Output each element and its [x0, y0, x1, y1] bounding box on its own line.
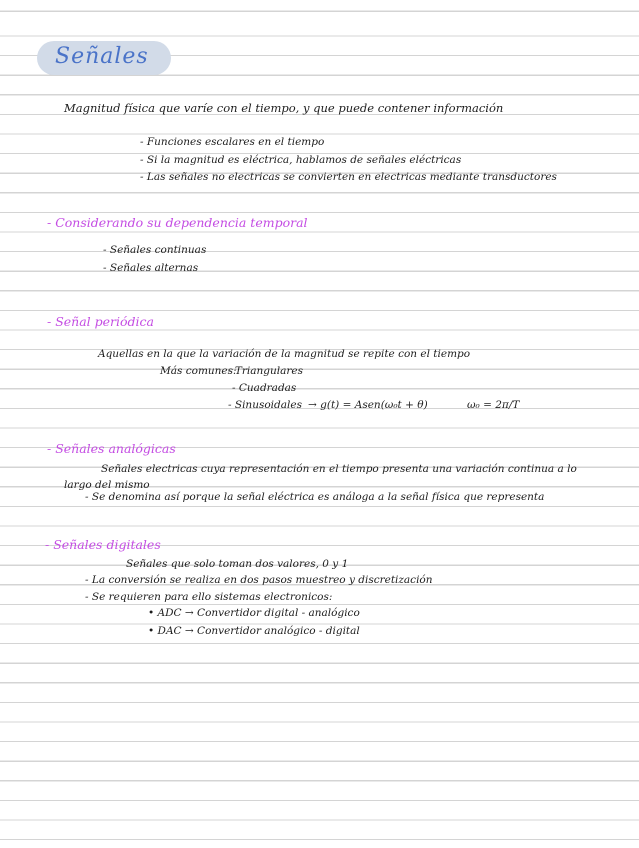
digital-line-1: Señales que solo toman dos valores, 0 y 1: [126, 558, 349, 570]
periodic-type-square: - Cuadradas: [232, 382, 297, 394]
periodic-common-label: Más comunes:: [160, 365, 237, 377]
temporal-item-continuous: - Señales continuas: [103, 244, 207, 256]
digital-line-3: - Se requieren para ello sistemas electronicos:: [85, 591, 333, 603]
section-heading-temporal: - Considerando su dependencia temporal: [47, 215, 308, 230]
digital-dac: • DAC → Convertidor analógico - digital: [148, 625, 360, 637]
periodic-formula: → g(t) = Asen(ω₀t + θ): [308, 399, 428, 411]
periodic-omega: ω₀ = 2π/T: [467, 399, 520, 411]
intro-bullet-3: - Las señales no electricas se convierten en electricas mediante transductores: [140, 171, 557, 183]
periodic-type-sinusoidal: - Sinusoidales: [228, 399, 302, 411]
analog-line-3: - Se denomina así porque la señal eléctrica es análoga a la señal física que representa: [85, 491, 545, 503]
periodic-text: Aquellas en la que la variación de la magnitud se repite con el tiempo: [98, 348, 471, 360]
analog-line-1: Señales electricas cuya representación en el tiempo presenta una variación continua a lo: [101, 463, 577, 475]
intro-bullet-2: - Si la magnitud es eléctrica, hablamos de señales eléctricas: [140, 154, 462, 166]
section-heading-periodic: - Señal periódica: [47, 314, 154, 329]
periodic-type-triangular: - Triangulares: [228, 365, 304, 377]
intro-text: Magnitud física que varíe con el tiempo, y que puede contener información: [64, 101, 504, 115]
digital-line-2: - La conversión se realiza en dos pasos muestreo y discretización: [85, 574, 433, 586]
page-title: Señales: [55, 44, 149, 69]
temporal-item-alternating: - Señales alternas: [103, 262, 199, 274]
section-heading-analog: - Señales analógicas: [47, 441, 176, 456]
intro-bullet-1: - Funciones escalares en el tiempo: [140, 136, 325, 148]
analog-line-2: largo del mismo: [64, 479, 150, 491]
section-heading-digital: - Señales digitales: [45, 537, 161, 552]
digital-adc: • ADC → Convertidor digital - analógico: [148, 607, 360, 619]
